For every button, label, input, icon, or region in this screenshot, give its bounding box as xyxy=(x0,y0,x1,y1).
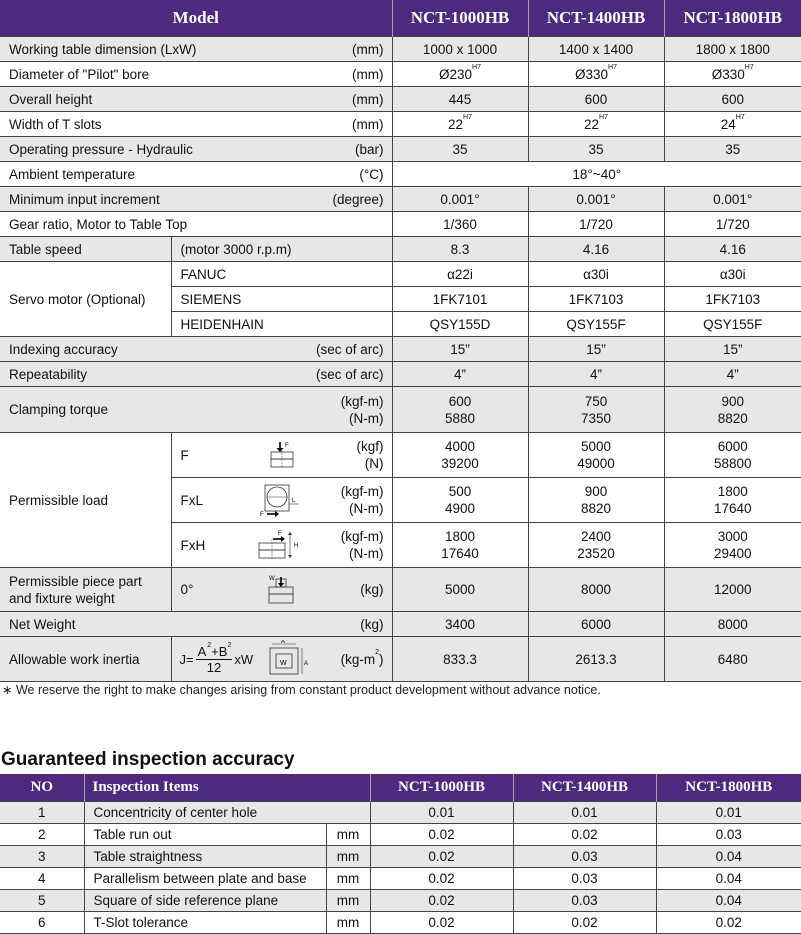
table-row xyxy=(0,824,801,846)
inspection-item: Table straightness xyxy=(84,846,326,868)
value-cell: 1400 x 1400 xyxy=(528,37,664,62)
row-label: Clamping torque xyxy=(9,402,109,417)
row-unit: (°C) xyxy=(359,166,384,182)
no-header: NO xyxy=(0,774,84,802)
row-unit: (N-m) xyxy=(349,546,384,561)
row-label: Repeatability xyxy=(9,366,88,382)
row-label: Minimum input increment xyxy=(9,191,160,207)
value-cell: 600 5880 xyxy=(392,387,528,433)
table-row xyxy=(0,890,801,912)
value-cell: 8.3 xyxy=(392,237,528,262)
unit-cell: mm xyxy=(326,846,370,868)
svg-text:H: H xyxy=(293,543,298,549)
unit-cell: mm xyxy=(326,868,370,890)
value-cell: 750 7350 xyxy=(528,387,664,433)
value-cell: 0.01 xyxy=(656,802,801,824)
value-cell: 0.02 xyxy=(513,824,656,846)
value-cell: 1000 x 1000 xyxy=(392,37,528,62)
value-cell: 0.02 xyxy=(370,824,513,846)
row-unit: (N-m) xyxy=(349,501,384,516)
row-net-weight xyxy=(0,612,801,637)
weight-icon xyxy=(255,573,307,607)
value-cell: 1FK7101 xyxy=(392,287,528,312)
inertia-block-icon xyxy=(266,640,310,678)
value-cell: 0.04 xyxy=(656,846,801,868)
row-label: Ambient temperature xyxy=(9,166,136,182)
value-cell: 1FK7103 xyxy=(664,287,801,312)
value-cell: 1800 x 1800 xyxy=(664,37,801,62)
row-piece-weight xyxy=(0,568,801,612)
load-name: FxL xyxy=(180,492,204,508)
row-number: 2 xyxy=(0,824,84,846)
value-cell: 5000 xyxy=(392,568,528,612)
value-cell: 35 xyxy=(528,137,664,162)
row-table-dimension xyxy=(0,37,801,62)
value-cell: $Ø330^{H7}$ xyxy=(664,62,801,87)
load-name: FxH xyxy=(180,537,206,553)
row-unit: (sec of arc) xyxy=(315,341,384,357)
value-cell: 0.02 xyxy=(370,890,513,912)
value-cell: 0.03 xyxy=(513,890,656,912)
svg-text:F: F xyxy=(284,443,289,449)
value-cell: 0.02 xyxy=(370,846,513,868)
value-cell: 4” xyxy=(528,362,664,387)
row-label: Table speed xyxy=(0,237,171,262)
row-label: Servo motor (Optional) xyxy=(0,262,171,337)
row-clamping-torque xyxy=(0,387,801,433)
value-cell: 4” xyxy=(392,362,528,387)
value-cell: 1/360 xyxy=(392,212,528,237)
value-cell: QSY155F xyxy=(664,312,801,337)
inspection-item: Square of side reference plane xyxy=(84,890,326,912)
value-cell: 0.001° xyxy=(528,187,664,212)
row-unit: $(kg-m^2)$ xyxy=(340,648,384,667)
value-cell: 1800 17640 xyxy=(664,478,801,523)
model-2-header: NCT-1400HB xyxy=(528,0,664,37)
svg-text:L: L xyxy=(291,498,295,504)
value-cell: 0.04 xyxy=(656,890,801,912)
svg-text:F: F xyxy=(277,531,282,537)
table-row xyxy=(0,868,801,890)
value-cell: $24^{H7}$ xyxy=(664,112,801,137)
inspection-header-row xyxy=(0,774,801,802)
value-cell: 6000 xyxy=(528,612,664,637)
value-cell: 1FK7103 xyxy=(528,287,664,312)
value-cell: 1800 17640 xyxy=(392,523,528,568)
row-label: Permissible load xyxy=(0,433,171,568)
items-header: Inspection Items xyxy=(84,774,370,802)
value-cell: 8000 xyxy=(664,612,801,637)
value-cell: 15” xyxy=(528,337,664,362)
row-unit: (kg) xyxy=(360,616,384,632)
value-cell: 500 4900 xyxy=(392,478,528,523)
row-servo-fanuc xyxy=(0,262,801,287)
servo-brand: FANUC xyxy=(171,262,392,287)
value-cell: 0.03 xyxy=(513,868,656,890)
row-unit: (mm) xyxy=(352,91,384,107)
moment-load-icon xyxy=(255,482,307,518)
row-label: Allowable work inertia xyxy=(0,637,171,682)
inspection-title: Guaranteed inspection accuracy xyxy=(1,749,295,770)
value-cell: 5000 49000 xyxy=(528,433,664,478)
spec-header-row xyxy=(0,0,801,37)
row-label: and fixture weight xyxy=(9,590,115,606)
value-cell: 0.02 xyxy=(370,868,513,890)
row-number: 4 xyxy=(0,868,84,890)
value-cell: 600 xyxy=(664,87,801,112)
value-cell: 1/720 xyxy=(664,212,801,237)
angle-label: 0° xyxy=(180,582,194,597)
model-3-header: NCT-1800HB xyxy=(683,8,783,27)
row-label: Overall height xyxy=(9,91,93,107)
row-unit: (kgf-m) xyxy=(340,484,384,499)
value-cell: 0.01 xyxy=(513,802,656,824)
row-number: 3 xyxy=(0,846,84,868)
unit-cell: mm xyxy=(326,912,370,934)
value-cell: 4” xyxy=(664,362,801,387)
value-cell: 4.16 xyxy=(528,237,664,262)
row-unit: (degree) xyxy=(332,191,384,207)
model-2-header: NCT-1400HB xyxy=(513,774,656,802)
disclaimer-note: ∗ We reserve the right to make changes arising from constant product development without advance notice. xyxy=(2,683,601,697)
value-cell: 2400 23520 xyxy=(528,523,664,568)
value-cell: 6480 xyxy=(664,637,801,682)
model-header: Model xyxy=(0,0,392,37)
axial-load-icon xyxy=(255,440,307,470)
row-unit: (mm) xyxy=(352,41,384,57)
row-number: 5 xyxy=(0,890,84,912)
table-row xyxy=(0,912,801,934)
load-name: F xyxy=(180,447,189,463)
svg-text:A: A xyxy=(280,640,285,645)
row-label: Working table dimension (LxW) xyxy=(9,41,197,57)
row-unit: (mm) xyxy=(352,66,384,82)
value-cell: 900 8820 xyxy=(664,387,801,433)
svg-text:W: W xyxy=(268,575,275,582)
value-cell: 6000 58800 xyxy=(664,433,801,478)
model-1-header: NCT-1000HB xyxy=(370,774,513,802)
row-unit: (N-m) xyxy=(349,410,384,426)
table-row xyxy=(0,802,801,824)
inertia-formula: J= $\frac{A^2+B^2}{12}$ xW xyxy=(179,641,254,675)
row-work-inertia xyxy=(0,637,801,682)
value-cell: 0.02 xyxy=(370,912,513,934)
unit-cell: mm xyxy=(326,890,370,912)
row-label: Indexing accuracy xyxy=(9,341,118,357)
value-cell: 8000 xyxy=(528,568,664,612)
value-cell: 35 xyxy=(664,137,801,162)
value-cell: 0.04 xyxy=(656,868,801,890)
unit-cell: mm xyxy=(326,824,370,846)
row-unit: (N) xyxy=(364,456,384,471)
row-t-slots xyxy=(0,112,801,137)
row-label: Permissible piece part xyxy=(9,573,142,589)
row-unit: (kgf-m) xyxy=(340,393,384,409)
svg-text:A: A xyxy=(303,661,308,667)
value-cell: QSY155D xyxy=(392,312,528,337)
value-cell: 18°~40° xyxy=(392,162,801,187)
value-cell: 600 xyxy=(528,87,664,112)
model-1-header: NCT-1000HB xyxy=(392,0,528,37)
value-cell: $Ø330^{H7}$ xyxy=(528,62,664,87)
value-cell: 2613.3 xyxy=(528,637,664,682)
value-cell: 833.3 xyxy=(392,637,528,682)
value-cell: 0.01 xyxy=(370,802,513,824)
value-cell: 15” xyxy=(664,337,801,362)
row-min-increment xyxy=(0,187,801,212)
row-table-speed xyxy=(0,237,801,262)
value-cell: 0.001° xyxy=(664,187,801,212)
row-load-f xyxy=(0,433,801,478)
row-label: Gear ratio, Motor to Table Top xyxy=(0,212,392,237)
row-label: Operating pressure - Hydraulic xyxy=(9,141,193,157)
svg-text:W: W xyxy=(279,660,287,667)
row-unit: (kgf) xyxy=(356,439,384,454)
value-cell: $Ø230^{H7}$ xyxy=(392,62,528,87)
model-3-header: NCT-1800HB xyxy=(685,779,773,795)
row-label: Width of T slots xyxy=(9,116,102,132)
row-number: 1 xyxy=(0,802,84,824)
row-number: 6 xyxy=(0,912,84,934)
row-unit: (mm) xyxy=(352,116,384,132)
value-cell: α30i xyxy=(664,262,801,287)
value-cell: 0.02 xyxy=(656,912,801,934)
inspection-item: T-Slot tolerance xyxy=(84,912,326,934)
row-unit: (bar) xyxy=(354,141,384,157)
value-cell: $22^{H7}$ xyxy=(392,112,528,137)
value-cell: 12000 xyxy=(664,568,801,612)
value-cell: QSY155F xyxy=(528,312,664,337)
value-cell: 4000 39200 xyxy=(392,433,528,478)
value-cell: 0.001° xyxy=(392,187,528,212)
value-cell: 4.16 xyxy=(664,237,801,262)
value-cell: $22^{H7}$ xyxy=(528,112,664,137)
row-overall-height xyxy=(0,87,801,112)
value-cell: 445 xyxy=(392,87,528,112)
row-ambient-temperature xyxy=(0,162,801,187)
row-unit: (kg) xyxy=(360,582,384,597)
servo-brand: SIEMENS xyxy=(171,287,392,312)
value-cell: 0.03 xyxy=(513,846,656,868)
inspection-table xyxy=(0,774,801,934)
row-gear-ratio xyxy=(0,212,801,237)
svg-text:F: F xyxy=(259,512,264,518)
row-sub-label: (motor 3000 r.p.m) xyxy=(171,237,392,262)
value-cell: 0.03 xyxy=(656,824,801,846)
inspection-item: Parallelism between plate and base xyxy=(84,868,326,890)
value-cell: 3400 xyxy=(392,612,528,637)
row-unit: (kgf-m) xyxy=(340,529,384,544)
value-cell: 1/720 xyxy=(528,212,664,237)
row-pilot-bore xyxy=(0,62,801,87)
inspection-item: Concentricity of center hole xyxy=(84,802,370,824)
value-cell: 15” xyxy=(392,337,528,362)
row-operating-pressure xyxy=(0,137,801,162)
value-cell: 3000 29400 xyxy=(664,523,801,568)
value-cell: α30i xyxy=(528,262,664,287)
value-cell: 900 8820 xyxy=(528,478,664,523)
value-cell: α22i xyxy=(392,262,528,287)
row-label: Net Weight xyxy=(9,616,76,632)
inspection-item: Table run out xyxy=(84,824,326,846)
row-unit: (sec of arc) xyxy=(315,366,384,382)
tilt-load-icon xyxy=(255,529,307,561)
row-label: Diameter of "Pilot" bore xyxy=(9,66,150,82)
row-indexing-accuracy xyxy=(0,337,801,362)
servo-brand: HEIDENHAIN xyxy=(171,312,392,337)
table-row xyxy=(0,846,801,868)
value-cell: 0.02 xyxy=(513,912,656,934)
row-repeatability xyxy=(0,362,801,387)
value-cell: 35 xyxy=(392,137,528,162)
